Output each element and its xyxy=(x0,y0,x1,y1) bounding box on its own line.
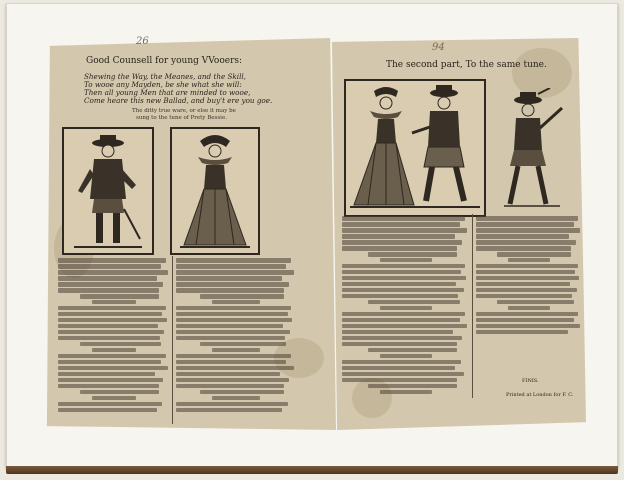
subtitle-line-4: Come heare this new Ballad, and buy't ere you goe. xyxy=(84,96,273,105)
tune-line-1: The ditty true ware, or else it may be xyxy=(132,108,236,114)
ballad-title: Good Counsell for young VVooers: xyxy=(86,56,243,66)
verse-column-3 xyxy=(342,216,470,398)
printer-imprint: Printed at London for F. C. xyxy=(506,392,574,398)
soldier-figure xyxy=(500,88,570,216)
second-part-title: The second part, To the same tune. xyxy=(386,60,547,70)
column-divider-right xyxy=(472,214,473,398)
verse-column-4 xyxy=(476,216,582,356)
frame-edge xyxy=(6,466,618,474)
verse-column-1 xyxy=(58,258,170,424)
column-divider-left xyxy=(172,256,173,424)
woodcut-couple xyxy=(344,79,486,217)
pencil-mark-right: 94 xyxy=(432,42,445,53)
woodcut-soldier xyxy=(500,88,570,216)
finis-label: FINIS. xyxy=(522,378,539,384)
woodcut-gentleman xyxy=(62,127,154,255)
tune-line-2: sung to the tune of Prety Bessie. xyxy=(136,115,227,121)
gentleman-figure xyxy=(64,129,152,253)
verse-column-2 xyxy=(176,258,296,424)
pencil-mark-left: 26 xyxy=(136,36,149,47)
subtitle-line-3: Then all young Men that are minded to wooe, xyxy=(84,88,251,97)
lady-figure xyxy=(172,129,258,253)
subtitle-line-2: To wooe any Mayden, be she what she will: xyxy=(84,80,242,89)
woodcut-lady xyxy=(170,127,260,255)
couple-figure xyxy=(346,81,484,215)
subtitle-line-1: Shewing the Way, the Meanes, and the Skill, xyxy=(84,72,246,81)
